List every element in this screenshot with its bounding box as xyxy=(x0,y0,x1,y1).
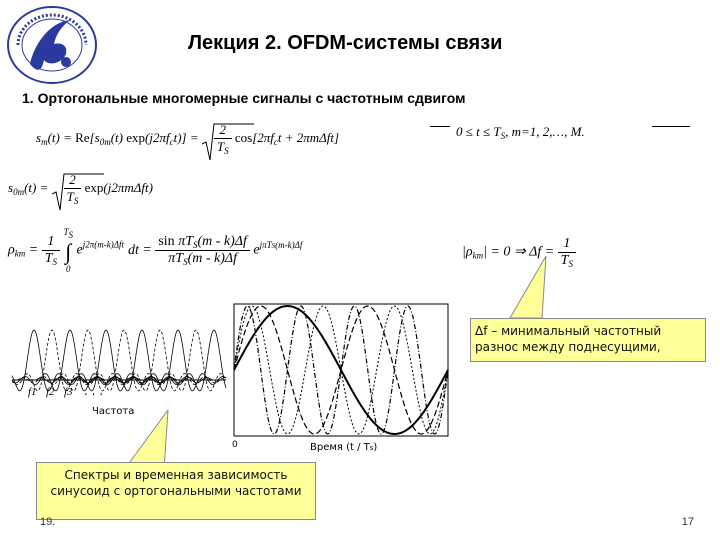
rho-left: |ρ xyxy=(462,244,473,260)
formula-result: $|\rho_{km}| = 0$ ⇒ Δf = $\frac{1}{T_S}$ xyxy=(462,236,576,269)
slide-title: Лекция 2. OFDM-системы связи xyxy=(188,32,503,54)
slide-subtitle: 1. Ортогональные многомерные сигналы с частотным сдвигом xyxy=(22,90,466,106)
spectrum-xlabel: Частота xyxy=(92,406,135,417)
university-logo xyxy=(4,4,100,86)
freq-label-f2: f2 xyxy=(46,386,55,398)
freq-label-f3: f3 xyxy=(64,386,73,398)
rho-right: | = 0 ⇒ Δf = xyxy=(483,244,558,260)
formula-baseband: $s_{0m}(t)$ = $\frac{2}{T_S}$ exp(j2πmΔft) xyxy=(8,172,153,206)
page-number: 17 xyxy=(681,516,694,528)
condition-m: , m=1, 2,…, M. xyxy=(505,124,585,139)
callout-left: Спектры и временная зависимость синусоид с ортогональными частотами xyxy=(36,462,316,520)
formula-condition: $0 \le t \le T_S$, m=1, 2,…, M. xyxy=(456,124,585,141)
freq-label-f1: f1 xyxy=(28,386,37,398)
time-plot xyxy=(228,300,454,458)
spectrum-curve-9 xyxy=(108,330,226,391)
slide-date: 19. xyxy=(40,516,56,528)
formula-signal: $s_m(t) = Re[s_{0m}(t) \exp(j2\pi f_ct)]$ = $\frac{2}{T_S}$ $\cos[2\pi f_ct + 2\pi m\Delta ft]$ xyxy=(36,122,339,156)
time-curve-3 xyxy=(234,306,448,434)
time-xlabel-text: Время (t / T xyxy=(310,442,370,453)
formula-underline-1 xyxy=(430,126,450,127)
time-xlabel: Время (t / Ts) xyxy=(310,442,378,453)
formula-underline-2 xyxy=(652,126,690,127)
callout-right: Δf – минимальный частотный разнос между поднесущими, xyxy=(470,318,706,362)
freq-dots: . . . xyxy=(84,384,104,398)
time-x-tick-0: 0 xyxy=(232,440,238,450)
callout-right-pointer xyxy=(470,256,550,320)
spectrum-plot xyxy=(8,312,228,422)
formula-correlation: $\rho_{km}$ = $\frac{1}{T_S}$ TS ∫ 0 $e^{j2\pi(m-k)\Delta ft}$ dt = $\frac{\sin \pi T_S(m - k)\Delta f}{\pi T_S(m - k)\Delta f}$ $e^{j\pi TS(m-k)\Delta f}$ xyxy=(8,227,303,274)
condition-range: 0 ≤ t ≤ T xyxy=(456,124,501,139)
